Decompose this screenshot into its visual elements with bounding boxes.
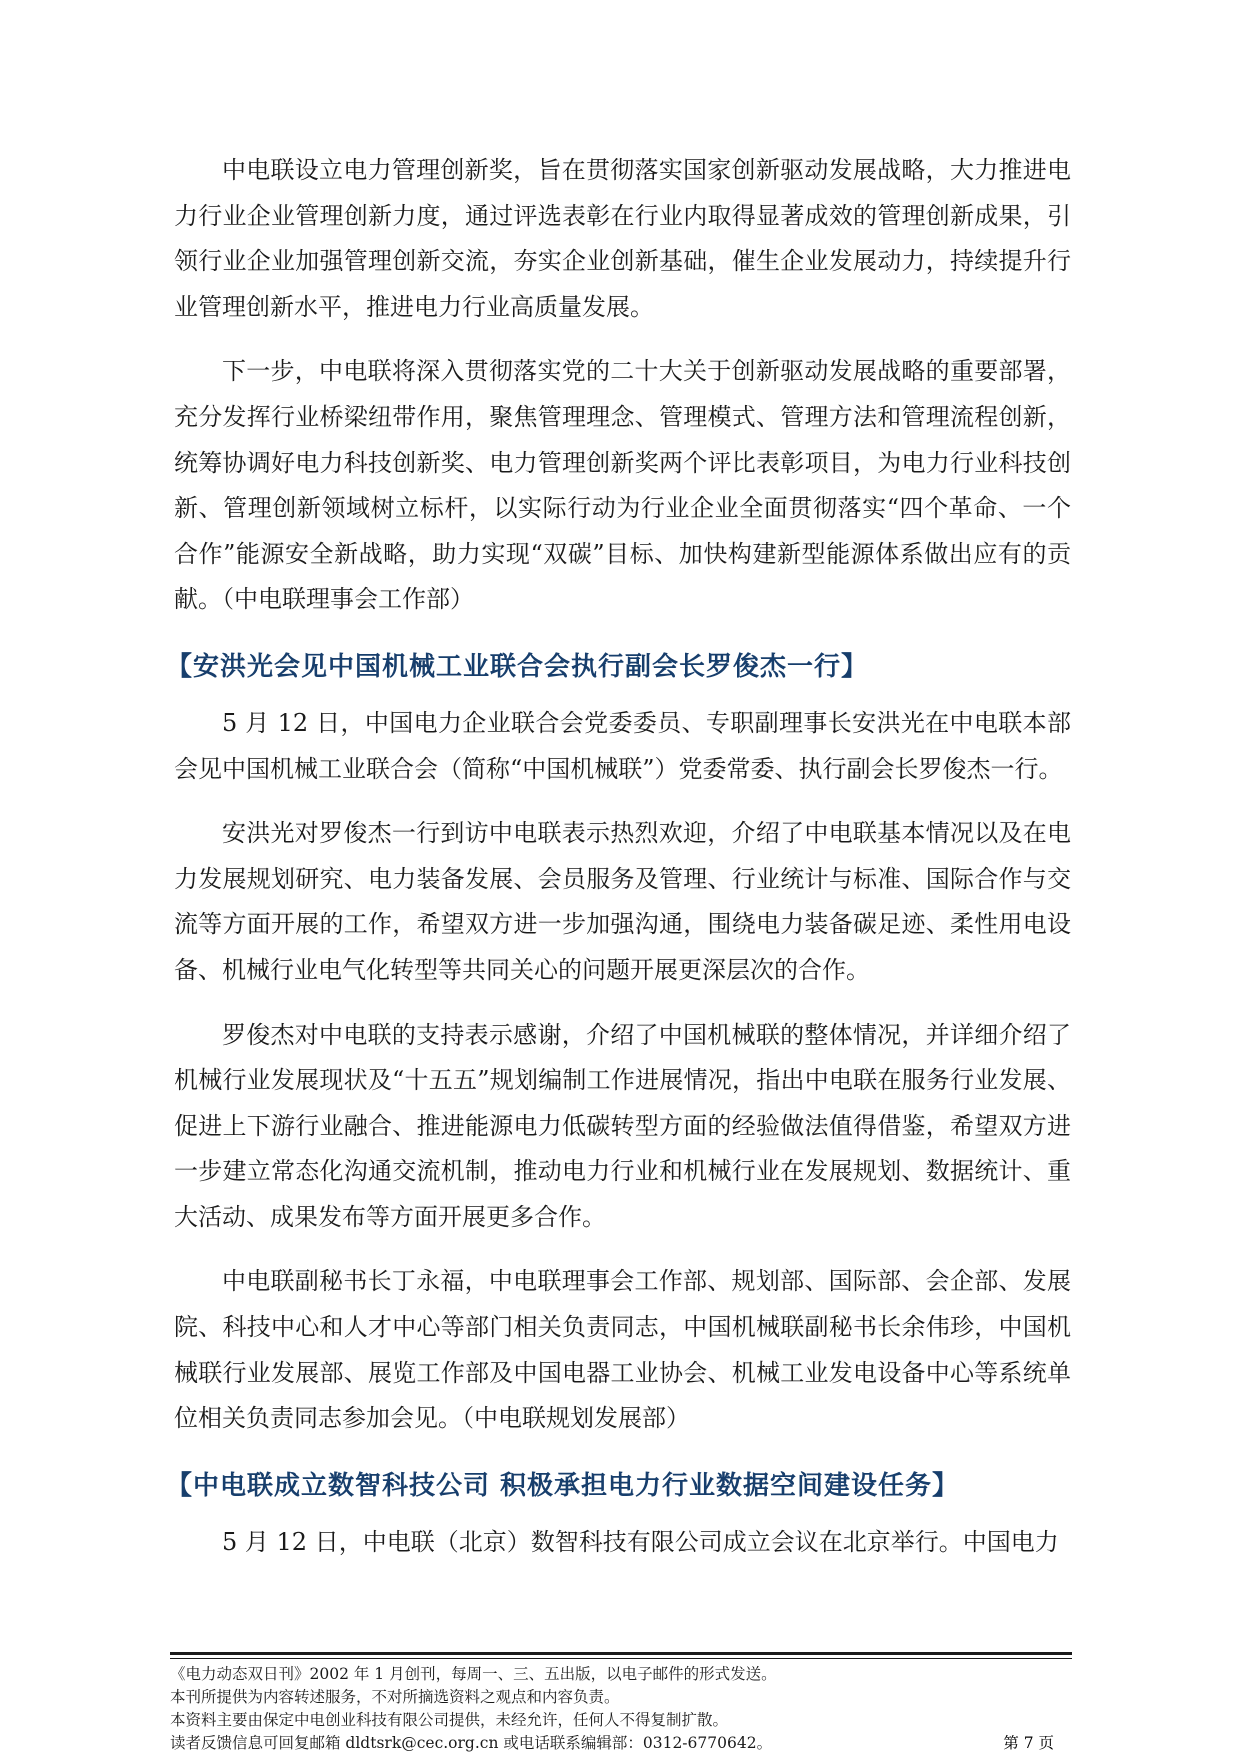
page-number: 第 7 页 [1003,1734,1054,1752]
paragraph: 5 月 12 日，中电联（北京）数智科技有限公司成立会议在北京举行。中国电力 [222,1527,1059,1556]
paragraph: 中电联副秘书长丁永福，中电联理事会工作部、规划部、国际部、会企部、发展院、科技中心和人才中心等部门相关负责同志，中国机械联副秘书长余伟珍，中国机械联行业发展部、展览工作部及中国电器工业协会、机械工业发电设备中心等系统单位相关负责同志参加会见。（中电联规划发展部） [174,1267,1071,1433]
footer-line: 读者反馈信息可回复邮箱 dldtsrk@cec.org.cn 或电话联系编辑部：0312-6770642。 [170,1734,773,1752]
article-management-innovation-award [174,148,1071,623]
page-footer [170,1652,1072,1755]
footer-line: 本刊所提供为内容转述服务，不对所摘选资料之观点和内容负责。 [170,1688,620,1706]
paragraph: 下一步，中电联将深入贯彻落实党的二十大关于创新驱动发展战略的重要部署，充分发挥行业桥梁纽带作用，聚焦管理理念、管理模式、管理方法和管理流程创新，统筹协调好电力科技创新奖、电力管理创新奖两个评比表彰项目，为电力行业科技创新、管理创新领域树立标杆，以实际行动为行业企业全面贯彻落实“四个革命、一个合作”能源安全新战略，助力实现“双碳”目标、加快构建新型能源体系做出应有的贡献。（中电联理事会工作部） [174,357,1071,614]
paragraph: 安洪光对罗俊杰一行到访中电联表示热烈欢迎，介绍了中电联基本情况以及在电力发展规划研究、电力装备发展、会员服务及管理、行业统计与标准、国际合作与交流等方面开展的工作，希望双方进一步加强沟通，围绕电力装备碳足迹、柔性用电设备、机械行业电气化转型等共同关心的问题开展更深层次的合作。 [174,819,1071,984]
section-heading: 【中电联成立数智科技公司 积极承担电力行业数据空间建设任务】 [166,1470,960,1501]
article-meeting-cmif [166,645,1071,1442]
article-digital-tech-company [166,1464,1071,1566]
article-body [166,148,1071,1584]
paragraph: 罗俊杰对中电联的支持表示感谢，介绍了中国机械联的整体情况，并详细介绍了机械行业发展现状及“十五五”规划编制工作进展情况，指出中电联在服务行业发展、促进上下游行业融合、推进能源电力低碳转型方面的经验做法值得借鉴，希望双方进一步建立常态化沟通交流机制，推动电力行业和机械行业在发展规划、数据统计、重大活动、成果发布等方面开展更多合作。 [174,1020,1071,1231]
paragraph: 5 月 12 日，中国电力企业联合会党委委员、专职副理事长安洪光在中电联本部会见中国机械工业联合会（简称“中国机械联”）党委常委、执行副会长罗俊杰一行。 [174,708,1071,783]
footer-line: 本资料主要由保定中电创业科技有限公司提供，未经允许，任何人不得复制扩散。 [170,1711,729,1729]
footer-line: 《电力动态双日刊》2002 年 1 月创刊，每周一、三、五出版，以电子邮件的形式发送。 [170,1665,777,1683]
section-heading: 【安洪光会见中国机械工业联合会执行副会长罗俊杰一行】 [166,651,869,682]
paragraph: 中电联设立电力管理创新奖，旨在贯彻落实国家创新驱动发展战略，大力推进电力行业企业管理创新力度，通过评选表彰在行业内取得显著成效的管理创新成果，引领行业企业加强管理创新交流，夯实企业创新基础，催生企业发展动力，持续提升行业管理创新水平，推进电力行业高质量发展。 [174,156,1071,321]
footer-notes [170,1655,1072,1755]
